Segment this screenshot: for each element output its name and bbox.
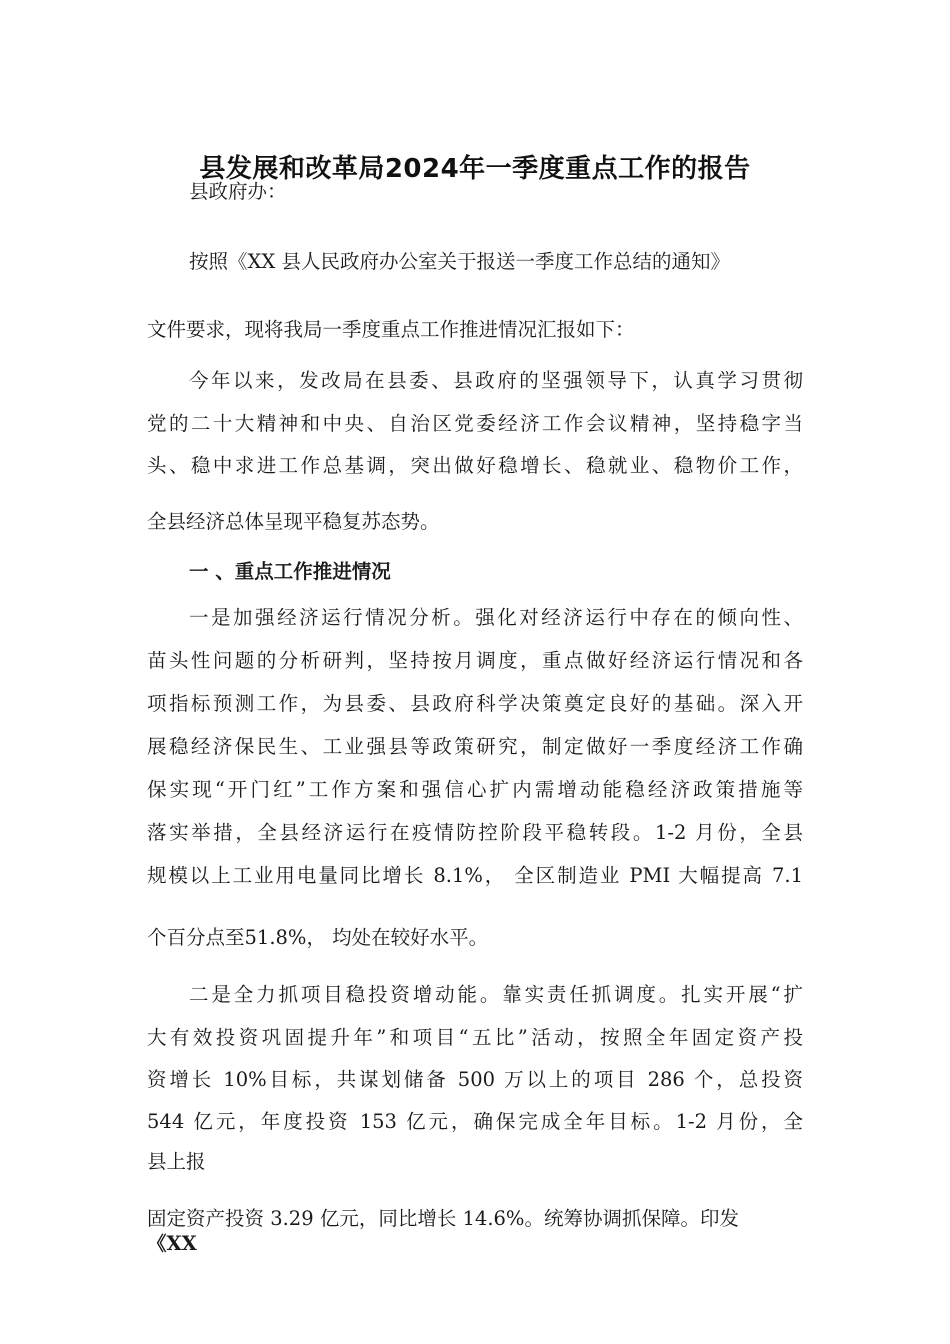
body-line: 项指标预测工作，为县委、县政府科学决策奠定良好的基础。深入开 [147,692,803,715]
body-line: 头、稳中求进工作总基调，突出做好稳增长、稳就业、稳物价工作， [147,454,803,477]
body-line: 按照《XX 县人民政府办公室关于报送一季度工作总结的通知》 [189,250,730,273]
body-line: 规模以上工业用电量同比增长 8.1%， 全区制造业 PMI 大幅提高 7.1 [147,864,803,887]
body-line: 展稳经济保民生、工业强县等政策研究，制定做好一季度经济工作确 [147,735,803,758]
body-line: 苗头性问题的分析研判，坚持按月调度，重点做好经济运行情况和各 [147,649,803,672]
body-line: 落实举措，全县经济运行在疫情防控阶段平稳转段。1-2 月份，全县 [147,821,803,844]
section-heading: 一 、重点工作推进情况 [189,560,391,583]
body-line: 今年以来，发改局在县委、县政府的坚强领导下，认真学习贯彻 [189,369,803,392]
body-line: 党的二十大精神和中央、自治区党委经济工作会议精神，坚持稳字当 [147,412,803,435]
document-title: 县发展和改革局2024年一季度重点工作的报告 [199,154,751,184]
body-line: 固定资产投资 3.29 亿元，同比增长 14.6%。统筹协调抓保障。印发 [147,1207,739,1230]
body-line: 二是全力抓项目稳投资增动能。靠实责任抓调度。扎实开展“扩 [189,983,803,1006]
body-line: 文件要求，现将我局一季度重点工作推进情况汇报如下： [147,318,635,341]
salutation: 县政府办： [189,180,287,203]
body-line: 544 亿元，年度投资 153 亿元，确保完成全年目标。1-2 月份，全 [147,1110,803,1133]
body-line: 资增长 10%目标，共谋划储备 500 万以上的项目 286 个，总投资 [147,1068,803,1091]
body-line: 保实现“开门红”工作方案和强信心扩内需增动能稳经济政策措施等 [147,778,803,801]
body-line: 个百分点至51.8%， 均处在较好水平。 [147,926,489,949]
body-line: 县上报 [147,1150,206,1173]
body-line: 《XX [147,1232,197,1255]
body-line: 大有效投资巩固提升年”和项目“五比”活动，按照全年固定资产投 [147,1026,803,1049]
body-line: 全县经济总体呈现平稳复苏态势。 [147,510,440,533]
body-line: 一是加强经济运行情况分析。强化对经济运行中存在的倾向性、 [189,606,803,629]
